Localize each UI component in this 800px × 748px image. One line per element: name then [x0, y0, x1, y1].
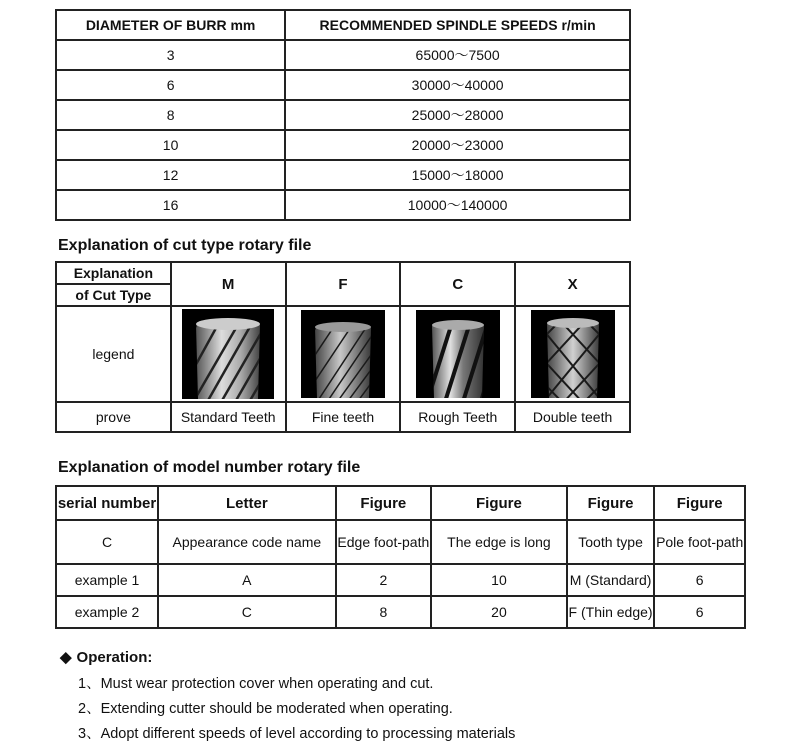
header-figure: Figure	[336, 486, 431, 520]
legend-cell	[400, 306, 515, 402]
description-fine: Fine teeth	[286, 402, 401, 432]
table-cell: 2	[336, 564, 431, 596]
table-row	[56, 40, 630, 70]
table-cell: Pole foot-path	[654, 520, 745, 564]
table-cell: Tooth type	[567, 520, 654, 564]
speed-cell: 65000～7500	[285, 40, 630, 70]
header-diameter: DIAMETER OF BURR mm	[56, 10, 285, 40]
legend-cell	[171, 306, 286, 402]
table-header-row	[56, 486, 745, 520]
diameter-cell: 6	[56, 70, 285, 100]
table-header-row	[56, 10, 630, 40]
description-double: Double teeth	[515, 402, 630, 432]
model-number-table	[55, 485, 746, 629]
cut-type-f: F	[286, 262, 401, 306]
table-cell: Appearance code name	[158, 520, 336, 564]
table-cell: The edge is long	[431, 520, 567, 564]
legend-cell	[286, 306, 401, 402]
table-row	[56, 70, 630, 100]
legend-label: legend	[56, 306, 171, 402]
operation-section	[60, 648, 515, 741]
table-cell: C	[56, 520, 158, 564]
cut-type-table	[55, 261, 631, 433]
table-row	[56, 130, 630, 160]
table-cell: example 1	[56, 564, 158, 596]
description-rough: Rough Teeth	[400, 402, 515, 432]
speed-cell: 25000～28000	[285, 100, 630, 130]
cut-type-title: Explanation of cut type rotary file	[58, 237, 312, 254]
cut-type-c: C	[400, 262, 515, 306]
legend-cell	[515, 306, 630, 402]
fine-teeth-burr-image	[301, 310, 385, 398]
speed-cell: 30000～40000	[285, 70, 630, 100]
table-row	[56, 160, 630, 190]
table-row	[56, 596, 745, 628]
speed-cell: 20000～23000	[285, 130, 630, 160]
header-figure: Figure	[567, 486, 654, 520]
operation-title: Operation:	[76, 648, 153, 666]
table-row	[56, 190, 630, 220]
speed-cell: 15000～18000	[285, 160, 630, 190]
list-item: 3、Adopt different speeds of level according to processing materials	[78, 726, 516, 742]
model-number-title: Explanation of model number rotary file	[58, 459, 361, 476]
prove-label: prove	[56, 402, 171, 432]
diameter-cell: 10	[56, 130, 285, 160]
cut-type-header-cell	[56, 262, 171, 306]
table-cell: 10	[431, 564, 567, 596]
operation-list	[60, 672, 515, 741]
list-item: 1、Must wear protection cover when operating and cut.	[78, 676, 434, 692]
table-cell: example 2	[56, 596, 158, 628]
standard-teeth-burr-image	[182, 309, 274, 399]
rough-teeth-burr-image	[416, 310, 500, 398]
table-cell: A	[158, 564, 336, 596]
cut-type-m: M	[171, 262, 286, 306]
diameter-cell: 8	[56, 100, 285, 130]
cut-type-x: X	[515, 262, 630, 306]
double-teeth-burr-image	[531, 310, 615, 398]
header-line-2: of Cut Type	[75, 287, 152, 303]
table-row	[56, 520, 745, 564]
table-cell: Edge foot-path	[336, 520, 431, 564]
header-serial-number: serial number	[56, 486, 158, 520]
table-row	[56, 100, 630, 130]
table-header-row	[56, 262, 630, 306]
diameter-cell: 16	[56, 190, 285, 220]
description-standard: Standard Teeth	[171, 402, 286, 432]
header-spindle-speed: RECOMMENDED SPINDLE SPEEDS r/min	[285, 10, 630, 40]
table-cell: 6	[654, 564, 745, 596]
header-figure: Figure	[654, 486, 745, 520]
table-cell: 20	[431, 596, 567, 628]
header-figure: Figure	[431, 486, 567, 520]
prove-row	[56, 402, 630, 432]
diameter-cell: 3	[56, 40, 285, 70]
header-letter: Letter	[158, 486, 336, 520]
table-cell: 6	[654, 596, 745, 628]
list-item: 2、Extending cutter should be moderated when operating.	[78, 701, 453, 717]
table-row	[56, 564, 745, 596]
table-cell: C	[158, 596, 336, 628]
table-cell: M (Standard)	[567, 564, 654, 596]
legend-row	[56, 306, 630, 402]
diameter-cell: 12	[56, 160, 285, 190]
table-cell: F (Thin edge)	[567, 596, 654, 628]
table-cell: 8	[336, 596, 431, 628]
header-line-1: Explanation	[57, 263, 170, 285]
speed-cell: 10000～140000	[285, 190, 630, 220]
spindle-speed-table	[55, 9, 631, 221]
operation-heading	[60, 648, 515, 666]
diamond-icon: ◆	[60, 649, 72, 666]
